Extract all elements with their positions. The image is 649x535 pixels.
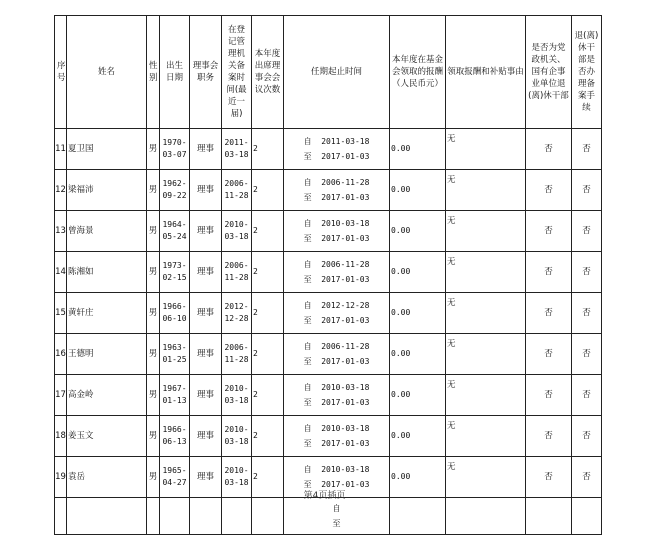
term-end [284, 354, 389, 369]
cell-registration: 2006-11-28 [222, 334, 252, 375]
cell-empty [526, 498, 572, 535]
term-start-date: 2006-11-28 [321, 342, 370, 351]
cell-empty [55, 498, 67, 535]
cell-term [284, 416, 390, 457]
cell-pay: 0.00 [390, 457, 446, 498]
term-end-date: 2017-01-03 [321, 275, 370, 284]
cell-empty [446, 498, 526, 535]
cell-allowance-reason: 无 [446, 375, 526, 416]
cell-role: 理事 [190, 293, 222, 334]
cell-name: 曾海景 [67, 211, 147, 252]
cell-retirement-filing: 否 [572, 416, 602, 457]
term-end-date: 2017-01-03 [321, 152, 370, 161]
cell-term [284, 334, 390, 375]
cell-registration: 2010-03-18 [222, 375, 252, 416]
cell-pay: 0.00 [390, 375, 446, 416]
cell-registration: 2010-03-18 [222, 416, 252, 457]
cell-role: 理事 [190, 416, 222, 457]
header-retirement-filing: 退(离)休干部是否办理备案手续 [572, 16, 602, 129]
cell-birth: 1965-04-27 [160, 457, 190, 498]
cell-meetings: 2 [252, 252, 284, 293]
term-end-date: 2017-01-03 [321, 316, 370, 325]
cell-no: 11 [55, 129, 67, 170]
cell-gender: 男 [147, 293, 160, 334]
cell-role: 理事 [190, 211, 222, 252]
term-end-prefix: 至 [303, 439, 312, 448]
cell-retirement-filing: 否 [572, 170, 602, 211]
cell-allowance-reason: 无 [446, 170, 526, 211]
cell-retirement-filing: 否 [572, 129, 602, 170]
cell-allowance-reason: 无 [446, 129, 526, 170]
page-footer: 第4页插页 [303, 491, 346, 501]
term-end [284, 272, 389, 287]
header-role: 理事会职务 [190, 16, 222, 129]
cell-pay: 0.00 [390, 293, 446, 334]
term-start-prefix: 自 [303, 219, 312, 228]
header-allowance-reason: 领取报酬和补贴事由 [446, 16, 526, 129]
term-start [284, 421, 389, 436]
cell-gender: 男 [147, 457, 160, 498]
directors-table [54, 15, 602, 535]
cell-retirement-filing: 否 [572, 334, 602, 375]
cell-empty [147, 498, 160, 535]
term-end-date: 2017-01-03 [321, 398, 370, 407]
table-row [55, 334, 602, 375]
header-no: 序号 [55, 16, 67, 129]
term-end-date: 2017-01-03 [321, 439, 370, 448]
cell-allowance-reason: 无 [446, 416, 526, 457]
term-end-prefix: 至 [303, 357, 312, 366]
term-start-date: 2012-12-28 [321, 301, 370, 310]
table-row [55, 211, 602, 252]
cell-registration: 2006-11-28 [222, 252, 252, 293]
cell-empty [390, 498, 446, 535]
cell-meetings: 2 [252, 416, 284, 457]
cell-no: 15 [55, 293, 67, 334]
table-row-empty [55, 498, 602, 535]
term-start [284, 339, 389, 354]
cell-is-retired-cadre: 否 [526, 457, 572, 498]
cell-retirement-filing: 否 [572, 211, 602, 252]
term-start [284, 175, 389, 190]
term-start-date: 2010-03-18 [321, 383, 370, 392]
cell-meetings: 2 [252, 334, 284, 375]
cell-name: 梁福沛 [67, 170, 147, 211]
cell-retirement-filing: 否 [572, 252, 602, 293]
cell-gender: 男 [147, 211, 160, 252]
cell-is-retired-cadre: 否 [526, 252, 572, 293]
term-start-date: 2010-03-18 [321, 465, 370, 474]
cell-birth: 1963-01-25 [160, 334, 190, 375]
header-meetings: 本年度出席理事会会议次数 [252, 16, 284, 129]
cell-allowance-reason: 无 [446, 334, 526, 375]
term-end-prefix: 至 [303, 316, 312, 325]
cell-pay: 0.00 [390, 334, 446, 375]
term-end-prefix: 至 [303, 234, 312, 243]
term-start [284, 216, 389, 231]
cell-meetings: 2 [252, 129, 284, 170]
cell-retirement-filing: 否 [572, 457, 602, 498]
cell-role: 理事 [190, 375, 222, 416]
table-body [55, 129, 602, 535]
cell-term-empty [284, 498, 390, 535]
cell-no: 14 [55, 252, 67, 293]
term-end-prefix: 至 [303, 152, 312, 161]
cell-name: 黄轩庄 [67, 293, 147, 334]
term-end-prefix: 至 [303, 193, 312, 202]
term-end-prefix: 至 [303, 275, 312, 284]
cell-birth: 1970-03-07 [160, 129, 190, 170]
term-end [284, 231, 389, 246]
cell-no: 12 [55, 170, 67, 211]
term-end-date: 2017-01-03 [321, 480, 370, 489]
table-row [55, 170, 602, 211]
term-start-prefix: 自 [303, 424, 312, 433]
table-row [55, 293, 602, 334]
cell-allowance-reason: 无 [446, 457, 526, 498]
cell-birth: 1962-09-22 [160, 170, 190, 211]
term-end-date: 2017-01-03 [321, 234, 370, 243]
term-start-prefix: 自 [303, 137, 312, 146]
cell-birth: 1973-02-15 [160, 252, 190, 293]
term-start-prefix: 自 [303, 465, 312, 474]
cell-empty [160, 498, 190, 535]
term-start [284, 134, 389, 149]
cell-empty [190, 498, 222, 535]
term-start-date: 2006-11-28 [321, 260, 370, 269]
cell-term [284, 211, 390, 252]
term-end [284, 190, 389, 205]
cell-registration: 2012-12-28 [222, 293, 252, 334]
cell-name: 陈湘如 [67, 252, 147, 293]
cell-no: 18 [55, 416, 67, 457]
cell-term [284, 252, 390, 293]
cell-is-retired-cadre: 否 [526, 416, 572, 457]
header-registration-time: 在登记管理机关备案时间(最近一届) [222, 16, 252, 129]
header-pay: 本年度在基金会领取的报酬（人民币元） [390, 16, 446, 129]
cell-meetings: 2 [252, 170, 284, 211]
cell-birth: 1966-06-10 [160, 293, 190, 334]
term-start-prefix: 自 [303, 301, 312, 310]
term-start [284, 380, 389, 395]
cell-is-retired-cadre: 否 [526, 334, 572, 375]
cell-name: 夏卫国 [67, 129, 147, 170]
cell-allowance-reason: 无 [446, 252, 526, 293]
term-end-prefix: 至 [303, 398, 312, 407]
table-row [55, 252, 602, 293]
term-start-date: 2010-03-18 [321, 219, 370, 228]
term-end [284, 313, 389, 328]
cell-pay: 0.00 [390, 129, 446, 170]
term-start-prefix: 自 [303, 383, 312, 392]
header-term: 任期起止时间 [284, 16, 390, 129]
directors-table-sheet [54, 15, 602, 535]
cell-registration: 2010-03-18 [222, 211, 252, 252]
cell-meetings: 2 [252, 457, 284, 498]
cell-registration: 2011-03-18 [222, 129, 252, 170]
cell-gender: 男 [147, 170, 160, 211]
term-start [284, 462, 389, 477]
table-header-row [55, 16, 602, 129]
cell-birth: 1966-06-13 [160, 416, 190, 457]
term-start-date: 2011-03-18 [321, 137, 370, 146]
cell-retirement-filing: 否 [572, 293, 602, 334]
cell-empty [222, 498, 252, 535]
term-end [284, 395, 389, 410]
term-end-prefix: 至 [332, 519, 341, 528]
cell-term [284, 129, 390, 170]
table-row [55, 129, 602, 170]
term-start-date: 2010-03-18 [321, 424, 370, 433]
cell-role: 理事 [190, 252, 222, 293]
term-end-prefix: 至 [303, 480, 312, 489]
cell-is-retired-cadre: 否 [526, 211, 572, 252]
table-row [55, 375, 602, 416]
cell-birth: 1967-01-13 [160, 375, 190, 416]
term-start-date: 2006-11-28 [321, 178, 370, 187]
cell-meetings: 2 [252, 375, 284, 416]
term-start [284, 257, 389, 272]
header-birth: 出生日期 [160, 16, 190, 129]
cell-allowance-reason: 无 [446, 211, 526, 252]
cell-registration: 2010-03-18 [222, 457, 252, 498]
cell-name: 姜玉文 [67, 416, 147, 457]
term-end-date: 2017-01-03 [321, 357, 370, 366]
term-start [284, 298, 389, 313]
header-gender: 性别 [147, 16, 160, 129]
cell-birth: 1964-05-24 [160, 211, 190, 252]
cell-role: 理事 [190, 170, 222, 211]
cell-gender: 男 [147, 375, 160, 416]
term-end [284, 149, 389, 164]
cell-role: 理事 [190, 129, 222, 170]
cell-term [284, 170, 390, 211]
term-start-prefix: 自 [303, 342, 312, 351]
cell-no: 13 [55, 211, 67, 252]
cell-is-retired-cadre: 否 [526, 375, 572, 416]
cell-role: 理事 [190, 457, 222, 498]
cell-pay: 0.00 [390, 252, 446, 293]
cell-no: 17 [55, 375, 67, 416]
cell-no: 19 [55, 457, 67, 498]
cell-pay: 0.00 [390, 170, 446, 211]
cell-is-retired-cadre: 否 [526, 293, 572, 334]
cell-name: 高金岭 [67, 375, 147, 416]
cell-term [284, 375, 390, 416]
cell-meetings: 2 [252, 211, 284, 252]
cell-empty [252, 498, 284, 535]
cell-retirement-filing: 否 [572, 375, 602, 416]
term-start-prefix: 自 [303, 178, 312, 187]
header-is-retired-cadre: 是否为党政机关、国有企事业单位退(离)休干部 [526, 16, 572, 129]
cell-empty [67, 498, 147, 535]
cell-meetings: 2 [252, 293, 284, 334]
table-row [55, 416, 602, 457]
cell-is-retired-cadre: 否 [526, 170, 572, 211]
header-name: 姓名 [67, 16, 147, 129]
cell-empty [572, 498, 602, 535]
cell-pay: 0.00 [390, 211, 446, 252]
cell-gender: 男 [147, 416, 160, 457]
cell-name: 王德明 [67, 334, 147, 375]
cell-gender: 男 [147, 252, 160, 293]
cell-registration: 2006-11-28 [222, 170, 252, 211]
cell-no: 16 [55, 334, 67, 375]
cell-is-retired-cadre: 否 [526, 129, 572, 170]
cell-role: 理事 [190, 334, 222, 375]
term-end [284, 436, 389, 451]
term-start-prefix: 自 [332, 504, 341, 513]
cell-gender: 男 [147, 334, 160, 375]
cell-name: 袁岳 [67, 457, 147, 498]
cell-gender: 男 [147, 129, 160, 170]
term-end-date: 2017-01-03 [321, 193, 370, 202]
cell-pay: 0.00 [390, 416, 446, 457]
cell-term [284, 293, 390, 334]
term-start-prefix: 自 [303, 260, 312, 269]
cell-allowance-reason: 无 [446, 293, 526, 334]
